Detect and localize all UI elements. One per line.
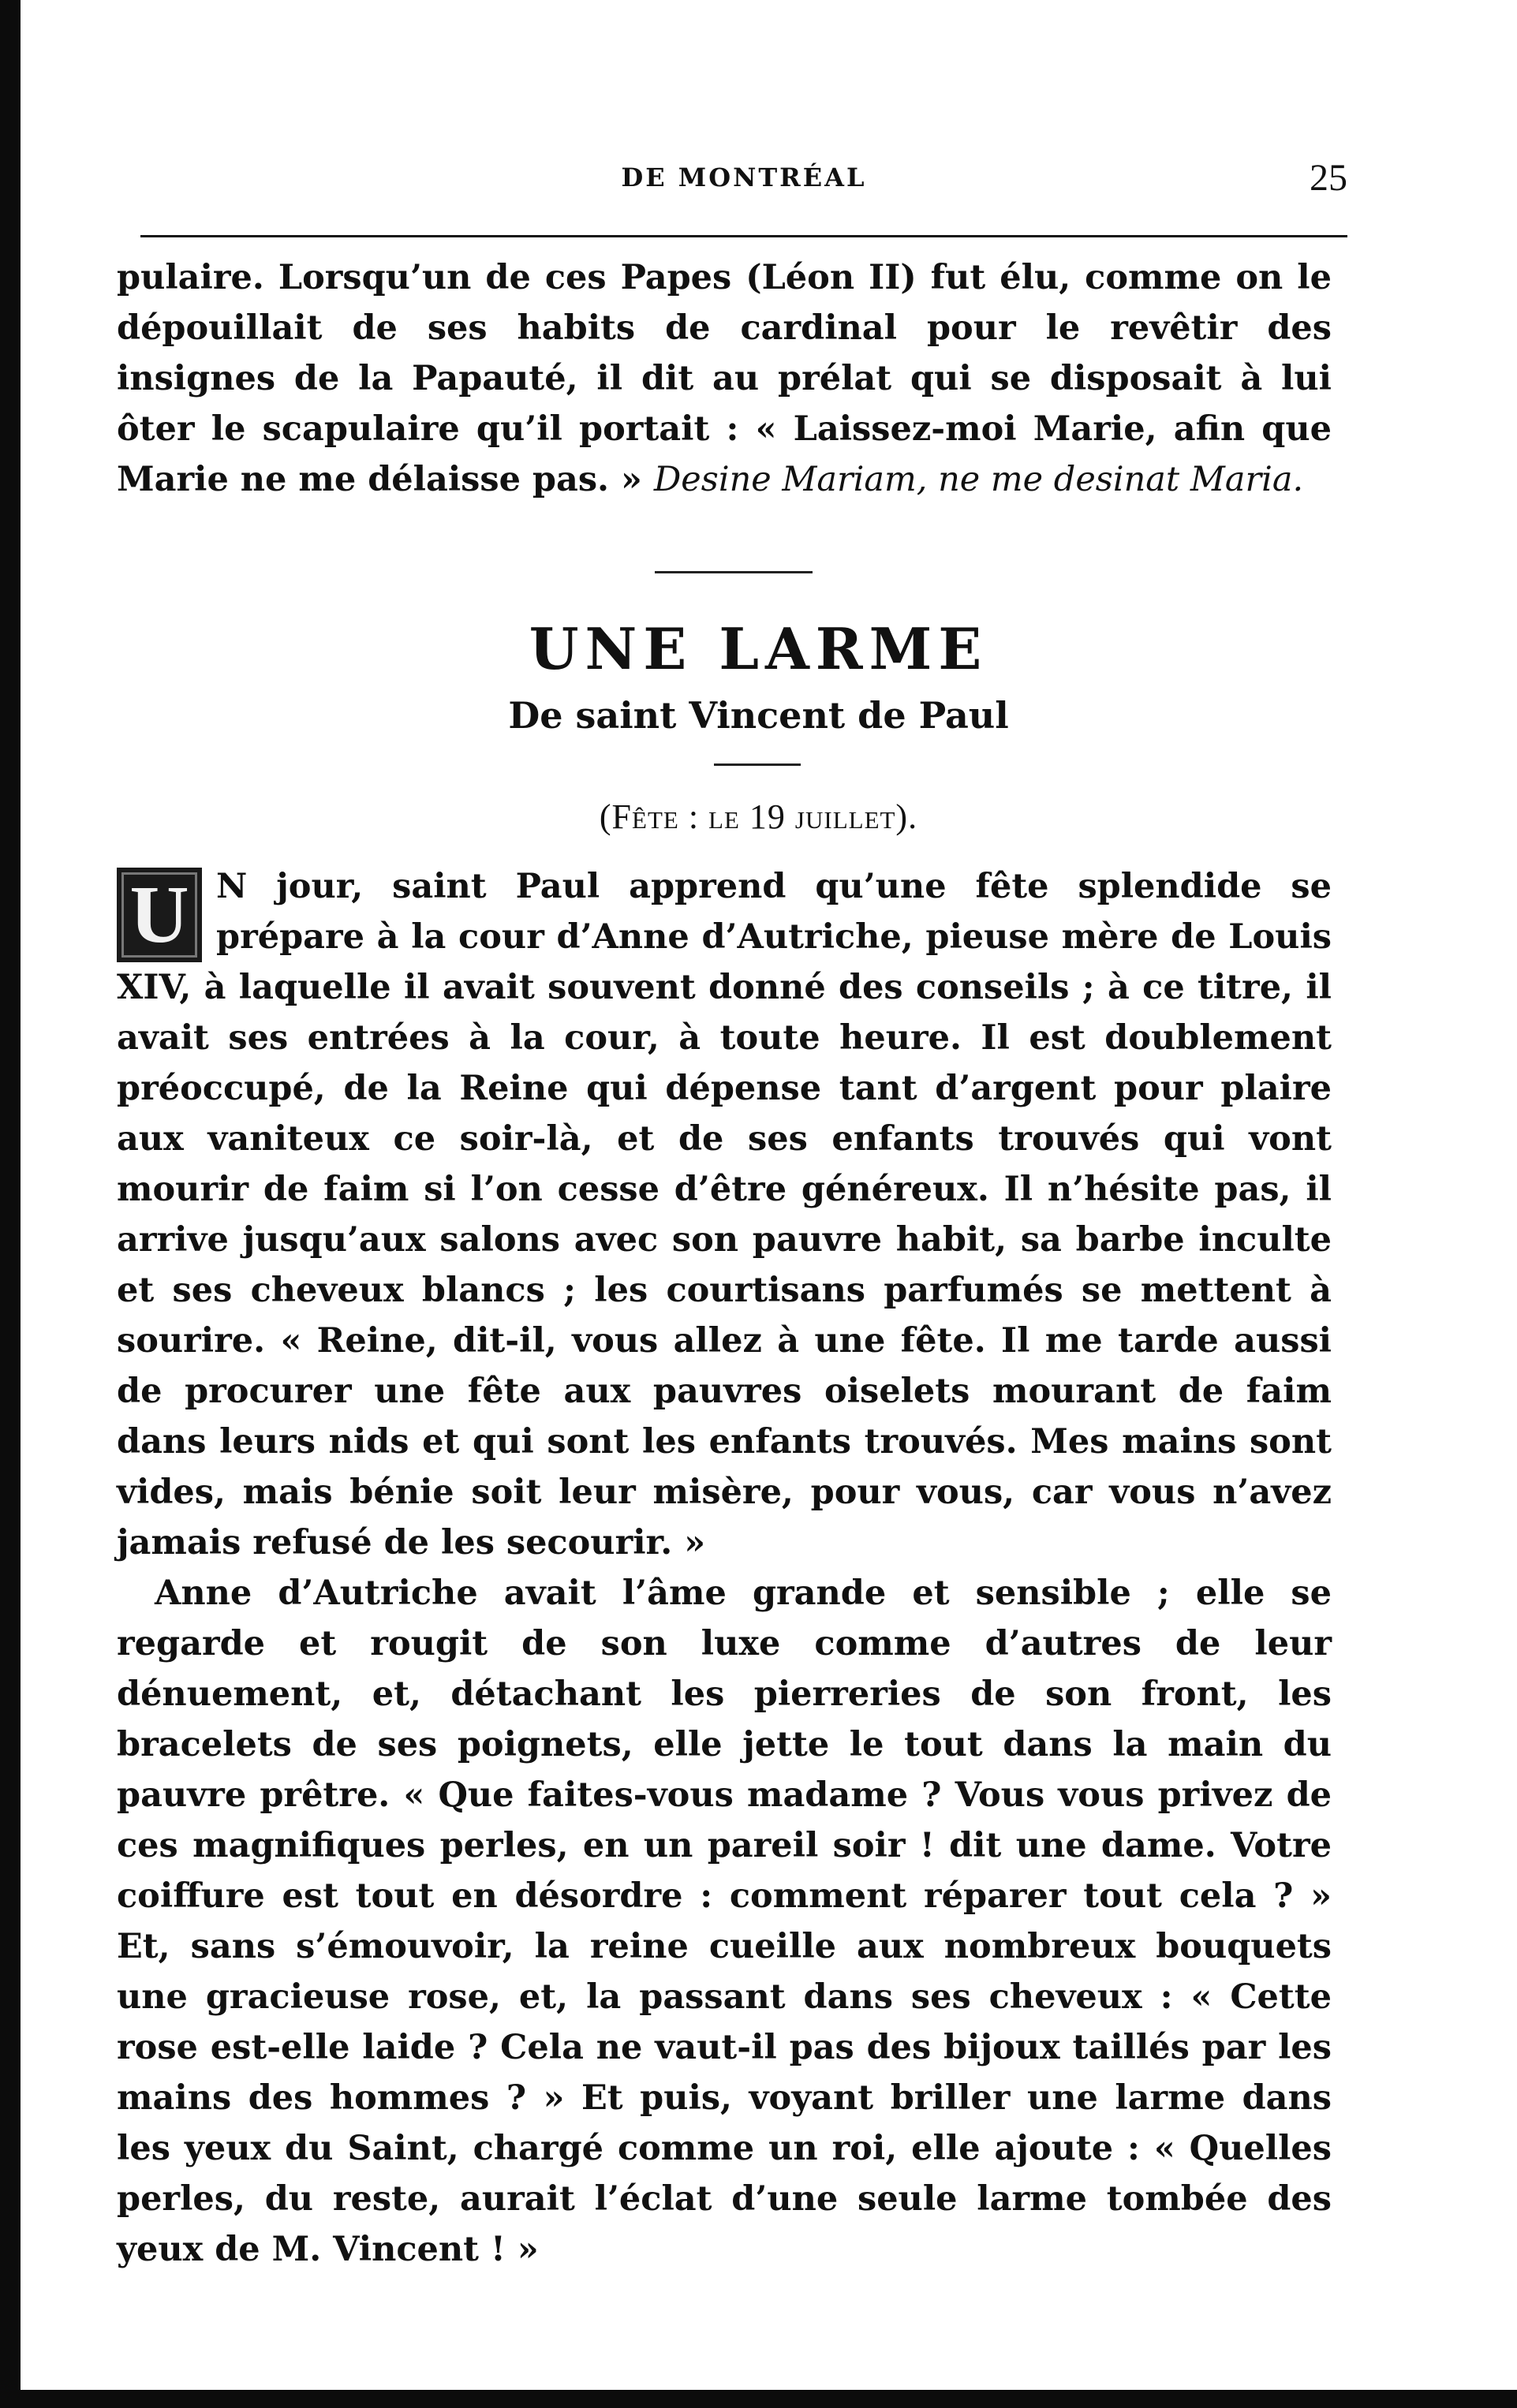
- header-rule: [140, 235, 1347, 237]
- drop-cap: U: [117, 868, 202, 962]
- opening-text-line: [117, 252, 1332, 505]
- page-header: [140, 156, 1347, 203]
- feast-date: (Fête : le 19 juillet).: [599, 797, 918, 836]
- body-paragraph-1: [117, 861, 1332, 1568]
- scan-bottom-edge: [0, 2390, 1517, 2408]
- opening-text: pulaire. Lorsqu’un de ces Papes (Léon II) fut élu, comme on le dépouillait de ses habits de cardinal pour le revêtir des insignes de la Papauté, il dit au prélat qui se disposait à lui ôter le scapulaire qu’il portait : « Laissez-moi Marie, afin que Marie ne me délaisse pas. »: [117, 258, 1332, 499]
- chapter-body: [117, 861, 1332, 2275]
- subtitle-rule: [714, 763, 801, 766]
- opening-paragraph: [117, 252, 1332, 505]
- paragraph-1-text: N jour, saint Paul apprend qu’une fête splendide se prépare à la cour d’Anne d’Autriche, pieuse mère de Louis XIV, à laquelle il avait souvent donné des conseils ; à ce titre, il avait ses entrées à la cour, à toute heure. Il est doublement préoccupé, de la Reine qui dépense tant d’argent pour plaire aux vaniteux ce soir-là, et de ses enfants trouvés qui vont mourir de faim si l’on cesse d’être généreux. Il n’hésite pas, il arrive jusqu’aux salons avec son pauvre habit, sa barbe inculte et ses cheveux blancs ; les courtisans parfumés se mettent à sourire. « Reine, dit-il, vous allez à une fête. Il me tarde aussi de procurer une fête aux pauvres oiselets mourant de faim dans leurs nids et qui sont les enfants trouvés. Mes mains sont vides, mais bénie soit leur misère, pour vous, car vous n’avez jamais refusé de les secourir. »: [117, 867, 1332, 1562]
- running-head: DE MONTRÉAL: [621, 162, 867, 192]
- scan-left-edge: [0, 0, 21, 2408]
- body-paragraph-2: Anne d’Autriche avait l’âme grande et sensible ; elle se regarde et rougit de son luxe comme d’autres de leur dénuement, et, détachant les pierreries de son front, les bracelets de ses poignets, elle jette le tout dans la main du pauvre prêtre. « Que faites-vous madame ? Vous vous privez de ces magnifiques perles, en un pareil soir ! dit une dame. Votre coiffure est tout en désordre : comment réparer tout cela ? » Et, sans s’émouvoir, la reine cueille aux nombreux bouquets une gracieuse rose, et, la passant dans ses cheveux : « Cette rose est-elle laide ? Cela ne vaut-il pas des bijoux taillés par les mains des hommes ? » Et puis, voyant briller une larme dans les yeux du Saint, chargé comme un roi, elle ajoute : « Quelles perles, du reste, aurait l’éclat d’une seule larme tombée des yeux de M. Vincent ! »: [117, 1574, 1332, 2269]
- section-separator: [655, 571, 813, 573]
- latin-quote: Desine Mariam, ne me desinat Maria.: [653, 460, 1304, 499]
- page-number: 25: [1310, 157, 1347, 199]
- chapter-title: UNE LARME: [529, 615, 988, 682]
- chapter-subtitle: De saint Vincent de Paul: [508, 694, 1009, 737]
